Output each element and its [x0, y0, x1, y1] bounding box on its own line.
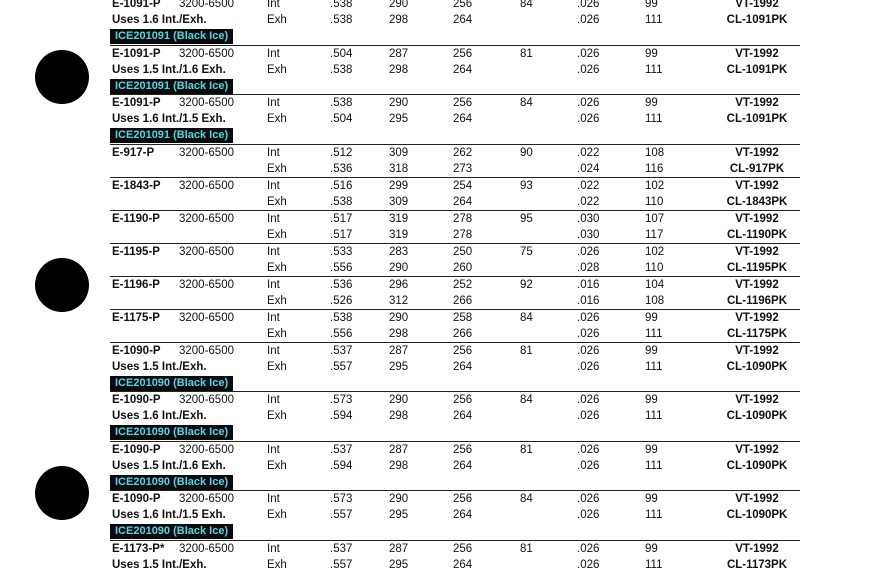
- cell-part: E-1090-P: [112, 344, 161, 357]
- cell-dur: 287: [389, 443, 409, 456]
- cell-retainer: CL-1090PK: [726, 360, 788, 373]
- cell-spring: 111: [645, 63, 663, 76]
- cell-lift: .517: [330, 212, 353, 225]
- cell-d50: 256: [453, 542, 473, 555]
- cell-retainer: VT-1992: [735, 245, 779, 258]
- cell-d50: 254: [453, 179, 473, 192]
- cell-lsa: 90: [520, 146, 533, 159]
- cell-lash: .026: [577, 558, 600, 571]
- cell-dur: 290: [389, 97, 409, 109]
- cell-side: Int: [267, 212, 280, 225]
- cell-lift: .573: [330, 394, 353, 406]
- cell-dur: 287: [389, 47, 409, 60]
- cell-retainer: VT-1992: [735, 394, 779, 406]
- cell-spring: 99: [645, 97, 658, 109]
- cell-dur: 298: [389, 63, 409, 76]
- cell-rpm: 3200-6500: [179, 394, 234, 406]
- cell-part: Uses 1.5 Int./Exh.: [112, 360, 207, 373]
- cell-spring: 111: [645, 558, 663, 571]
- cell-lift: .594: [330, 459, 353, 472]
- cell-rpm: 3200-6500: [179, 179, 234, 192]
- cell-lsa: 84: [520, 0, 533, 10]
- table-row-second-line: [0, 227, 880, 243]
- cell-d50: 260: [453, 261, 473, 274]
- cell-d50: 264: [453, 14, 473, 26]
- cell-side: Exh: [267, 261, 287, 274]
- cell-lift: .537: [330, 443, 353, 456]
- cell-spring: 102: [645, 179, 665, 192]
- cell-lash: .026: [577, 14, 600, 26]
- cell-dur: 319: [389, 228, 409, 241]
- table-row-second-line: [0, 458, 880, 474]
- cell-part: E-917-P: [112, 146, 155, 159]
- table-row: [0, 211, 880, 227]
- cell-spring: 108: [645, 294, 665, 307]
- cell-lift: .538: [330, 97, 353, 109]
- cell-lift: .538: [330, 63, 353, 76]
- cell-retainer: VT-1992: [735, 311, 779, 324]
- table-row: [0, 310, 880, 326]
- cell-lift: .504: [330, 113, 353, 125]
- table-row-second-line: [0, 359, 880, 375]
- cell-rpm: 3200-6500: [179, 0, 234, 10]
- cell-dur: 283: [389, 245, 409, 258]
- cell-spring: 111: [645, 113, 663, 125]
- cell-lash: .026: [577, 459, 600, 472]
- cell-side: Int: [267, 443, 280, 456]
- cell-lift: .537: [330, 344, 353, 357]
- cell-d50: 264: [453, 360, 473, 373]
- cell-part: E-1175-P: [112, 311, 160, 324]
- cell-part: E-1091-P: [112, 0, 161, 10]
- cell-part: E-1090-P: [112, 493, 161, 505]
- cell-side: Int: [267, 542, 280, 555]
- cell-side: Exh: [267, 162, 287, 175]
- table-row: [0, 46, 880, 62]
- cell-side: Int: [267, 245, 280, 258]
- cell-retainer: CL-1175PK: [726, 327, 788, 340]
- cell-part: E-1190-P: [112, 212, 160, 225]
- table-row: [0, 343, 880, 359]
- cell-lash: .026: [577, 63, 600, 76]
- cell-lift: .512: [330, 146, 353, 159]
- cell-dur: 318: [389, 162, 409, 175]
- cell-dur: 298: [389, 410, 409, 422]
- cell-lash: .026: [577, 327, 600, 340]
- cell-retainer: CL-1091PK: [726, 63, 788, 76]
- cell-lash: .016: [577, 278, 600, 291]
- table-row: [0, 277, 880, 293]
- cell-part: Uses 1.5 Int./1.6 Exh.: [112, 459, 226, 472]
- cell-side: Exh: [267, 509, 287, 521]
- cell-d50: 256: [453, 394, 473, 406]
- cell-part: Uses 1.6 Int./Exh.: [112, 14, 207, 26]
- cell-part: E-1090-P: [112, 394, 161, 406]
- cell-rpm: 3200-6500: [179, 245, 234, 258]
- cell-spring: 111: [645, 459, 663, 472]
- table-row-second-line: [0, 326, 880, 342]
- cell-lsa: 81: [520, 47, 533, 60]
- cell-lift: .538: [330, 14, 353, 26]
- cell-lsa: 84: [520, 493, 533, 505]
- cell-dur: 299: [389, 179, 409, 192]
- cell-lsa: 81: [520, 443, 533, 456]
- cell-dur: 296: [389, 278, 409, 291]
- cell-lift: .517: [330, 228, 353, 241]
- cell-dur: 287: [389, 542, 409, 555]
- table-row-second-line: [0, 557, 880, 573]
- cell-d50: 256: [453, 443, 473, 456]
- cell-lift: .594: [330, 410, 353, 422]
- cell-d50: 256: [453, 0, 473, 10]
- cell-lash: .030: [577, 212, 600, 225]
- cell-lash: .030: [577, 228, 600, 241]
- cell-side: Exh: [267, 63, 287, 76]
- cell-spring: 102: [645, 245, 665, 258]
- cell-spring: 111: [645, 327, 663, 340]
- table-row-second-line: [0, 408, 880, 424]
- cell-spring: 99: [645, 311, 658, 324]
- cell-retainer: CL-1091PK: [726, 14, 788, 26]
- cell-retainer: VT-1992: [735, 146, 779, 159]
- cell-dur: 290: [389, 493, 409, 505]
- cell-d50: 273: [453, 162, 473, 175]
- table-row: [0, 491, 880, 507]
- cell-part: E-1091-P: [112, 47, 161, 60]
- cell-spring: 111: [645, 410, 663, 422]
- cell-side: Exh: [267, 360, 287, 373]
- cell-part: E-1173-P*: [112, 542, 165, 555]
- cell-lash: .026: [577, 113, 600, 125]
- table-row-second-line: [0, 260, 880, 276]
- cell-dur: 287: [389, 344, 409, 357]
- cell-retainer: CL-1196PK: [726, 294, 788, 307]
- cell-lift: .556: [330, 261, 353, 274]
- cell-lash: .026: [577, 47, 600, 60]
- cell-side: Int: [267, 394, 280, 406]
- cell-dur: 295: [389, 360, 409, 373]
- cell-lift: .516: [330, 179, 353, 192]
- cell-d50: 264: [453, 509, 473, 521]
- cell-lash: .026: [577, 245, 600, 258]
- cell-part: E-1090-P: [112, 443, 161, 456]
- cell-rpm: 3200-6500: [179, 311, 234, 324]
- cell-lash: .026: [577, 0, 600, 10]
- cell-spring: 111: [645, 14, 663, 26]
- cell-lash: .026: [577, 97, 600, 109]
- cell-part: Uses 1.6 Int./Exh.: [112, 410, 207, 422]
- cell-dur: 309: [389, 146, 409, 159]
- cell-rpm: 3200-6500: [179, 97, 234, 109]
- cell-d50: 266: [453, 327, 473, 340]
- table-row-second-line: [0, 507, 880, 523]
- cell-dur: 290: [389, 311, 409, 324]
- cell-side: Exh: [267, 113, 287, 125]
- cell-side: Exh: [267, 195, 287, 208]
- cell-lift: .557: [330, 558, 353, 571]
- cell-rpm: 3200-6500: [179, 542, 234, 555]
- cell-side: Int: [267, 179, 280, 192]
- cell-retainer: CL-1090PK: [726, 509, 788, 521]
- cell-spring: 111: [645, 509, 663, 521]
- cell-lsa: 75: [520, 245, 533, 258]
- cell-lift: .536: [330, 278, 353, 291]
- cell-lift: .533: [330, 245, 353, 258]
- cell-lash: .028: [577, 261, 600, 274]
- cell-dur: 312: [389, 294, 409, 307]
- cell-d50: 262: [453, 146, 473, 159]
- cell-lash: .016: [577, 294, 600, 307]
- cell-dur: 290: [389, 0, 409, 10]
- black-ice-badge: ICE201090 (Black Ice): [110, 425, 233, 440]
- cell-d50: 258: [453, 311, 473, 324]
- cell-spring: 108: [645, 146, 665, 159]
- table-row: [0, 244, 880, 260]
- cell-lift: .557: [330, 509, 353, 521]
- cell-part: E-1091-P: [112, 97, 161, 109]
- cell-side: Int: [267, 278, 280, 291]
- cell-part: Uses 1.5 Int./Exh.: [112, 558, 207, 571]
- cell-dur: 290: [389, 394, 409, 406]
- black-ice-badge: ICE201090 (Black Ice): [110, 524, 233, 539]
- cell-spring: 99: [645, 344, 658, 357]
- cell-lsa: 84: [520, 311, 533, 324]
- table-row-second-line: [0, 194, 880, 210]
- cell-spring: 99: [645, 394, 658, 406]
- cell-lsa: 81: [520, 542, 533, 555]
- cell-part: E-1196-P: [112, 278, 160, 291]
- cell-dur: 295: [389, 113, 409, 125]
- cell-lash: .022: [577, 146, 600, 159]
- cell-retainer: CL-917PK: [729, 162, 785, 175]
- cell-side: Exh: [267, 14, 287, 26]
- cell-d50: 264: [453, 63, 473, 76]
- table-row-second-line: [0, 111, 880, 127]
- cell-lift: .526: [330, 294, 353, 307]
- cell-lift: .538: [330, 195, 353, 208]
- table-row: [0, 392, 880, 408]
- cell-side: Int: [267, 493, 280, 505]
- cell-spring: 99: [645, 493, 658, 505]
- cell-lash: .026: [577, 311, 600, 324]
- cell-dur: 295: [389, 509, 409, 521]
- cell-retainer: CL-1190PK: [726, 228, 788, 241]
- cell-retainer: CL-1173PK: [726, 558, 788, 571]
- cell-dur: 298: [389, 327, 409, 340]
- cell-lash: .022: [577, 179, 600, 192]
- cell-d50: 264: [453, 558, 473, 571]
- cell-dur: 309: [389, 195, 409, 208]
- table-row-second-line: [0, 161, 880, 177]
- cell-d50: 278: [453, 228, 473, 241]
- cell-spring: 117: [645, 228, 664, 241]
- cell-lift: .538: [330, 0, 353, 10]
- cell-side: Exh: [267, 459, 287, 472]
- cell-spring: 107: [645, 212, 665, 225]
- cell-d50: 264: [453, 195, 473, 208]
- cell-spring: 104: [645, 278, 665, 291]
- table-row-second-line: [0, 62, 880, 78]
- cell-rpm: 3200-6500: [179, 146, 234, 159]
- cell-part: Uses 1.6 Int./1.5 Exh.: [112, 113, 226, 125]
- cell-retainer: VT-1992: [735, 344, 779, 357]
- cell-side: Int: [267, 311, 280, 324]
- cell-dur: 295: [389, 558, 409, 571]
- cell-lift: .504: [330, 47, 353, 60]
- cell-retainer: VT-1992: [735, 0, 779, 10]
- cell-retainer: VT-1992: [735, 47, 779, 60]
- cell-spring: 99: [645, 0, 658, 10]
- black-ice-badge: ICE201091 (Black Ice): [110, 79, 233, 94]
- cell-retainer: VT-1992: [735, 542, 779, 555]
- cell-retainer: CL-1843PK: [726, 195, 788, 208]
- cell-rpm: 3200-6500: [179, 344, 234, 357]
- cell-retainer: VT-1992: [735, 179, 779, 192]
- cell-lsa: 84: [520, 97, 533, 109]
- cell-lsa: 92: [520, 278, 533, 291]
- cell-side: Exh: [267, 558, 287, 571]
- cell-lift: .536: [330, 162, 353, 175]
- cell-lash: .026: [577, 360, 600, 373]
- cell-retainer: CL-1091PK: [726, 113, 788, 125]
- cell-side: Int: [267, 47, 280, 60]
- cell-lsa: 84: [520, 394, 533, 406]
- cell-lash: .026: [577, 542, 600, 555]
- black-ice-badge: ICE201091 (Black Ice): [110, 29, 233, 44]
- cell-lsa: 93: [520, 179, 533, 192]
- cell-d50: 256: [453, 344, 473, 357]
- cell-lash: .022: [577, 195, 600, 208]
- cell-side: Int: [267, 0, 280, 10]
- table-row: [0, 95, 880, 111]
- cell-dur: 298: [389, 459, 409, 472]
- cell-dur: 319: [389, 212, 409, 225]
- cell-d50: 256: [453, 97, 473, 109]
- cell-rpm: 3200-6500: [179, 443, 234, 456]
- cell-spring: 99: [645, 443, 658, 456]
- cell-d50: 250: [453, 245, 473, 258]
- cell-lash: .026: [577, 493, 600, 505]
- cell-rpm: 3200-6500: [179, 493, 234, 505]
- cell-spring: 110: [645, 261, 664, 274]
- cell-spring: 116: [645, 162, 664, 175]
- cell-lash: .026: [577, 509, 600, 521]
- cell-side: Int: [267, 344, 280, 357]
- cell-part: Uses 1.6 Int./1.5 Exh.: [112, 509, 226, 521]
- cell-lift: .538: [330, 311, 353, 324]
- black-ice-badge: ICE201090 (Black Ice): [110, 376, 233, 391]
- cell-rpm: 3200-6500: [179, 278, 234, 291]
- cell-part: Uses 1.5 Int./1.6 Exh.: [112, 63, 226, 76]
- cell-retainer: VT-1992: [735, 443, 779, 456]
- table-row: [0, 541, 880, 557]
- cell-lash: .026: [577, 443, 600, 456]
- cell-d50: 278: [453, 212, 473, 225]
- cell-lift: .557: [330, 360, 353, 373]
- cell-retainer: CL-1090PK: [726, 459, 788, 472]
- table-row-second-line: [0, 12, 880, 28]
- cell-lash: .026: [577, 394, 600, 406]
- cell-rpm: 3200-6500: [179, 212, 234, 225]
- table-row: [0, 0, 880, 12]
- cell-lash: .026: [577, 344, 600, 357]
- cell-rpm: 3200-6500: [179, 47, 234, 60]
- cell-side: Exh: [267, 410, 287, 422]
- cell-dur: 298: [389, 14, 409, 26]
- cell-lsa: 95: [520, 212, 533, 225]
- cell-dur: 290: [389, 261, 409, 274]
- cell-part: E-1843-P: [112, 179, 161, 192]
- cell-lash: .026: [577, 410, 600, 422]
- black-ice-badge: ICE201090 (Black Ice): [110, 475, 233, 490]
- cell-spring: 99: [645, 542, 658, 555]
- cell-d50: 252: [453, 278, 473, 291]
- cell-retainer: CL-1090PK: [726, 410, 788, 422]
- cell-spring: 99: [645, 47, 658, 60]
- cell-lsa: 81: [520, 344, 533, 357]
- cell-lift: .537: [330, 542, 353, 555]
- cell-retainer: VT-1992: [735, 493, 779, 505]
- cell-d50: 264: [453, 113, 473, 125]
- cell-d50: 266: [453, 294, 473, 307]
- cell-side: Int: [267, 97, 280, 109]
- cell-d50: 264: [453, 410, 473, 422]
- table-row: [0, 442, 880, 458]
- cell-lift: .556: [330, 327, 353, 340]
- cell-spring: 110: [645, 195, 664, 208]
- cell-side: Exh: [267, 294, 287, 307]
- cell-retainer: VT-1992: [735, 97, 779, 109]
- cell-retainer: VT-1992: [735, 278, 779, 291]
- cell-d50: 256: [453, 493, 473, 505]
- cell-part: E-1195-P: [112, 245, 160, 258]
- cell-side: Exh: [267, 327, 287, 340]
- cell-retainer: VT-1992: [735, 212, 779, 225]
- cell-side: Exh: [267, 228, 287, 241]
- cell-spring: 111: [645, 360, 663, 373]
- cell-lash: .024: [577, 162, 600, 175]
- cell-d50: 264: [453, 459, 473, 472]
- table-row: [0, 145, 880, 161]
- table-row: [0, 178, 880, 194]
- cell-retainer: CL-1195PK: [726, 261, 788, 274]
- cell-lift: .573: [330, 493, 353, 505]
- table-row-second-line: [0, 293, 880, 309]
- black-ice-badge: ICE201091 (Black Ice): [110, 128, 233, 143]
- cell-d50: 256: [453, 47, 473, 60]
- cell-side: Int: [267, 146, 280, 159]
